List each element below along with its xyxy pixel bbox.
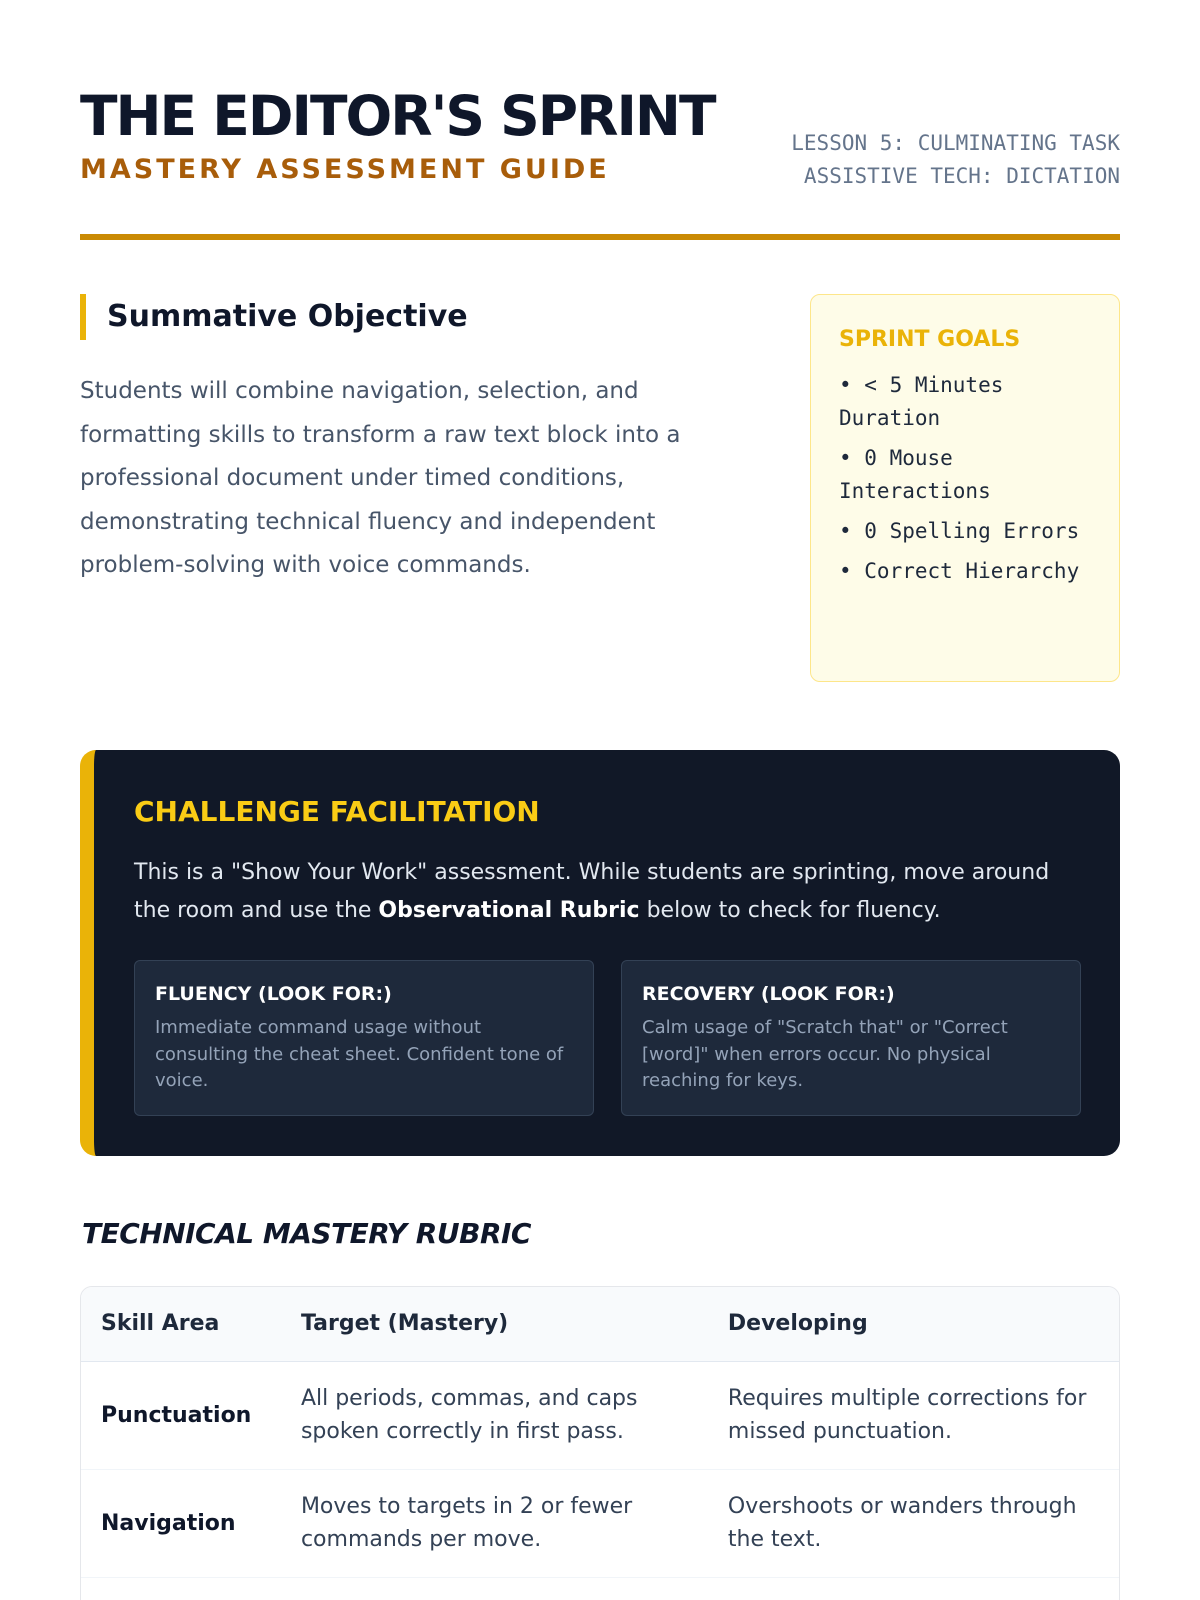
challenge-facilitation-card xyxy=(80,750,1120,1156)
fluency-text: Immediate command usage without consulting the cheat sheet. Confident tone of voice. xyxy=(155,1017,564,1091)
objective-heading: Summative Objective xyxy=(80,294,740,340)
developing-cell: Requires multiple corrections for missed punctuation. xyxy=(727,1386,1087,1444)
table-row xyxy=(81,1577,1119,1600)
target-cell: Moves to targets in 2 or fewer commands per move. xyxy=(300,1494,633,1552)
table-row xyxy=(81,1469,1119,1577)
header-divider xyxy=(80,234,1120,240)
recovery-title: RECOVERY (LOOK FOR:) xyxy=(642,983,895,1005)
skill-cell: Navigation xyxy=(101,1510,236,1536)
fluency-box xyxy=(134,960,594,1116)
target-cell: All periods, commas, and caps spoken correctly in first pass. xyxy=(300,1386,638,1444)
recovery-text: Calm usage of "Scratch that" or "Correct [word]" when errors occur. No physical reaching for keys. xyxy=(642,1017,1008,1091)
challenge-text-before: This is a "Show Your Work" assessment. While students are sprinting, move around the room and use the xyxy=(134,860,1050,923)
rubric-header-row xyxy=(81,1287,1119,1361)
fluency-title: FLUENCY (LOOK FOR:) xyxy=(155,983,392,1005)
target-cell xyxy=(281,1577,708,1600)
rubric-table xyxy=(81,1287,1119,1600)
developing-cell: Overshoots or wanders through the text. xyxy=(727,1494,1077,1552)
sprint-goal-item: • Correct Hierarchy xyxy=(839,559,1080,583)
recovery-box xyxy=(621,960,1081,1116)
challenge-text-after: below to check for fluency. xyxy=(639,898,941,923)
rubric-heading: TECHNICAL MASTERY RUBRIC xyxy=(82,1217,531,1250)
sprint-goals-title: SPRINT GOALS xyxy=(839,327,1021,352)
rubric-table-container xyxy=(80,1286,1120,1600)
lesson-meta xyxy=(791,127,1120,193)
challenge-title: CHALLENGE FACILITATION xyxy=(134,795,540,828)
sprint-goal-item: • 0 Spelling Errors xyxy=(839,519,1080,543)
page-header xyxy=(80,0,1120,242)
observational-rubric-emphasis: Observational Rubric xyxy=(378,898,640,923)
look-for-boxes xyxy=(134,960,1080,1116)
objective-text: Students will combine navigation, selection, and formatting skills to transform a raw text block into a professional document under timed conditions, demonstrating technical fluency and independent problem-solving with voice commands. xyxy=(80,378,681,578)
column-header-target: Target (Mastery) xyxy=(300,1311,509,1337)
column-header-developing: Developing xyxy=(727,1311,868,1337)
column-header-skill-area: Skill Area xyxy=(101,1311,220,1337)
sprint-goal-item: • 0 Mouse Interactions xyxy=(839,446,991,503)
assistive-tech-label: ASSISTIVE TECH: DICTATION xyxy=(803,164,1120,188)
skill-cell: Punctuation xyxy=(101,1402,252,1428)
sprint-goal-item: • < 5 Minutes Duration xyxy=(839,373,1004,430)
objective-section xyxy=(80,294,740,588)
table-row xyxy=(81,1361,1119,1469)
developing-cell xyxy=(708,1577,1119,1600)
lesson-page xyxy=(80,0,1120,1552)
challenge-text xyxy=(134,854,1080,930)
page-title: THE EDITOR'S SPRINT xyxy=(80,84,715,148)
page-subtitle: MASTERY ASSESSMENT GUIDE xyxy=(80,154,610,185)
sprint-goals-card xyxy=(810,294,1120,682)
lesson-label: LESSON 5: CULMINATING TASK xyxy=(791,131,1120,155)
skill-cell xyxy=(81,1577,281,1600)
sprint-goals-list xyxy=(839,369,1093,588)
